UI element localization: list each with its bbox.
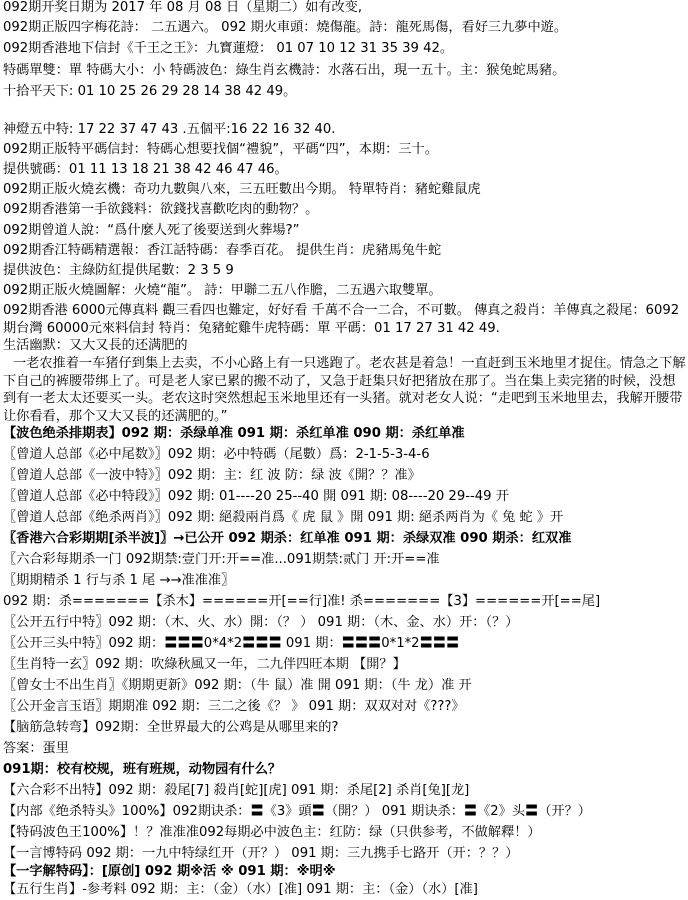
info-line-4: 092期正版火燒玄機：奇功九數與八來，三五旺數出今期。 特單特肖：豬蛇雞鼠虎: [3, 182, 481, 197]
row-five-element-zodiac: 【五行生肖】-参考料 092 期：主：（金）（水）[准] 091 期：主：（金）（水）[准]: [3, 882, 478, 897]
row-riddle-091: 091期：校有校规，班有班规，动物园有什么？: [3, 762, 282, 777]
row-one-wave: 〖曾道人总部《一波中特》〗092 期：主：红 波 防：绿 波《開？？准》: [3, 468, 421, 483]
row-kill-half-wave: 〖香港六合彩期期[杀半波]〗→已公开 092 期杀：红单准 091 期：杀绿双准 090 期杀：红双准: [3, 531, 572, 546]
header-line-4: 特碼單雙：單 特碼大小：小 特碼波色：綠生肖玄機詩：水落石出，現一五十。主：猴兔蛇馬豬。: [3, 63, 566, 78]
info-line-1: 神燈五中特: 17 22 37 47 43 .五個平:16 22 16 32 40.: [3, 122, 336, 137]
row-no-special: 【六合彩不出特】092 期：殺尾[7] 殺肖[蛇][虎] 091 期：杀尾[2] 杀肖[兔][龙]: [3, 783, 470, 798]
row-kill-line-detail: 092 期：杀=======【杀木】======开[==行]准! 杀=======【3】======开[==尾]: [3, 594, 601, 609]
row-riddle-answer: 答案：蛋里: [3, 741, 69, 756]
row-kill-head: 【内部《绝杀特头》100%】092期诀杀：〓《3》頭〓（開？） 091 期诀杀：〓《2》头〓（开？）: [3, 804, 591, 819]
header-line-3: 092期香港地下信封《千王之王》：九寶蓮燈： 01 07 10 12 31 35 39 42。: [3, 41, 454, 56]
row-kill-line-tail: 〖期期精杀 1 行与杀 1 尾 →→准准准〗: [3, 573, 235, 588]
info-line-5: 092期香港第一手欲錢料：欲錢找喜歡吃肉的動物？。: [3, 202, 319, 217]
info-line-7: 092期香江特碼精選報：香江話特碼：春季百花。 提供生肖：虎豬馬兔牛蛇: [3, 243, 442, 258]
row-five-elements: 〖公开五行中特〗092 期：（木、火、水）開：（？ ） 091 期：（木、金、水）开：（？）: [3, 615, 519, 630]
row-zodiac-mystery: 〖生肖特一玄〗092 期：吹綠秋風又一年，二九伴四旺本期 【開？】: [3, 657, 406, 672]
header-line-1: 092期开奖日期为 2017 年 08 月 08 日（星期二）如有改变,: [3, 0, 363, 15]
row-riddle-question: 【脑筋急转弯】092期：全世界最大的公鸡是从哪里来的?: [3, 720, 339, 735]
row-wave-kill-schedule: 【波色绝杀排期表】092 期：杀绿单准 091 期：杀红单准 090 期：杀红单准: [3, 426, 465, 441]
row-one-word-code: 【一言博特码 092 期：一九中特绿红开（开？） 091 期：三九携手七路开（开：？？）: [3, 846, 519, 861]
row-must-tail: 〖曾道人总部《必中尾数》〗092 期：必中特碼（尾數）爲：2-1-5-3-4-6: [3, 447, 430, 462]
header-line-5: 十拾平天下: 01 10 25 26 29 28 14 38 42 49。: [3, 84, 297, 99]
row-kill-two-zodiac: 〖曾道人总部《绝杀两肖》〗092 期: 絕殺兩肖爲《 虎 鼠 》開 091 期: 絕杀两肖为《 兔 蛇 》开: [3, 510, 564, 525]
row-three-heads: 〖公开三头中特〗092 期：〓〓〓0*4*2〓〓〓 091 期：〓〓〓0*1*2〓〓〓: [3, 636, 460, 651]
row-golden-words: 〖公开金言玉语〗期期准 092 期：三二之後《？ 》 091 期：双双对对《???》: [3, 699, 465, 714]
story-title: 生活幽默：又大又長的还满肥的: [3, 338, 188, 353]
row-must-segment: 〖曾道人总部《必中特段》〗092 期: 01----20 25--40 開 091 期: 08----20 29--49 开: [3, 489, 509, 504]
row-wave-king: 【特码波色王100%】！？准准准092每期必中波色主：红防：绿（只供参考，不做解釋！）: [3, 825, 541, 840]
info-line-3: 提供號碼：01 11 13 18 21 38 42 46 47 46。: [3, 162, 288, 177]
fax-paragraph: 092期香港 6000元傳真料 觀三看四也難定，好好看 千萬不合一二合，不可數。 傳真之殺肖：羊傳真之殺尾：6092期台灣 60000元來料信封 特肖：兔豬蛇雞牛虎特碼：單 平碼：01 17 27 31 42 49.: [3, 303, 680, 336]
row-not-out-zodiac: 〖曾女士不出生肖〗《期期更新》092 期：（牛 鼠）准 開 091 期：（牛 龙）准 开: [3, 678, 472, 693]
info-line-8: 提供波色：主綠防紅提供尾數：2 3 5 9: [3, 263, 234, 278]
info-line-2: 092期正版特平碼信封：特碼心想要找個“禮貌”，平碼“四”，本期：三十。: [3, 142, 438, 157]
story-body: 一老农推着一车猪仔到集上去卖，不小心路上有一只逃跑了。老农甚是着急！一直赶到玉米地里才捉住。情急之下解下自己的裤腰带绑上了。可是老人家已累的搬不动了，又急于赶集只好把猪放在那了。当在集上卖完猪的时候，没想到有一老太太还要买一头。老农这时突然想起玉米地里还有一头猪。就对老女人说：“走吧到玉米地里去，我解开腰带让你看看，那个又大又長的还满肥的。”: [3, 356, 686, 424]
row-kill-one-gate: 〖六合彩每期杀一门 092期禁:壹门开:开==准...091期禁:贰门 开:开==准: [3, 552, 440, 567]
header-line-2: 092期正版四字梅花詩： 二五遇六。 092 期火車頭：燒傷龍。詩：龍死馬傷，看好三九夢中遊。: [3, 20, 568, 35]
info-line-9: 092期正版火燒圖解：火燒“龍”。 詩：甲聯二五八作膽，二五遇六取雙單。: [3, 283, 442, 298]
info-line-6: 092期曾道人說：“爲什麼人死了後要送到火葬場?”: [3, 223, 300, 238]
row-one-char-code: 【一字解特码】：[原创] 092 期※活 ※ 091 期：※明※: [3, 864, 336, 879]
